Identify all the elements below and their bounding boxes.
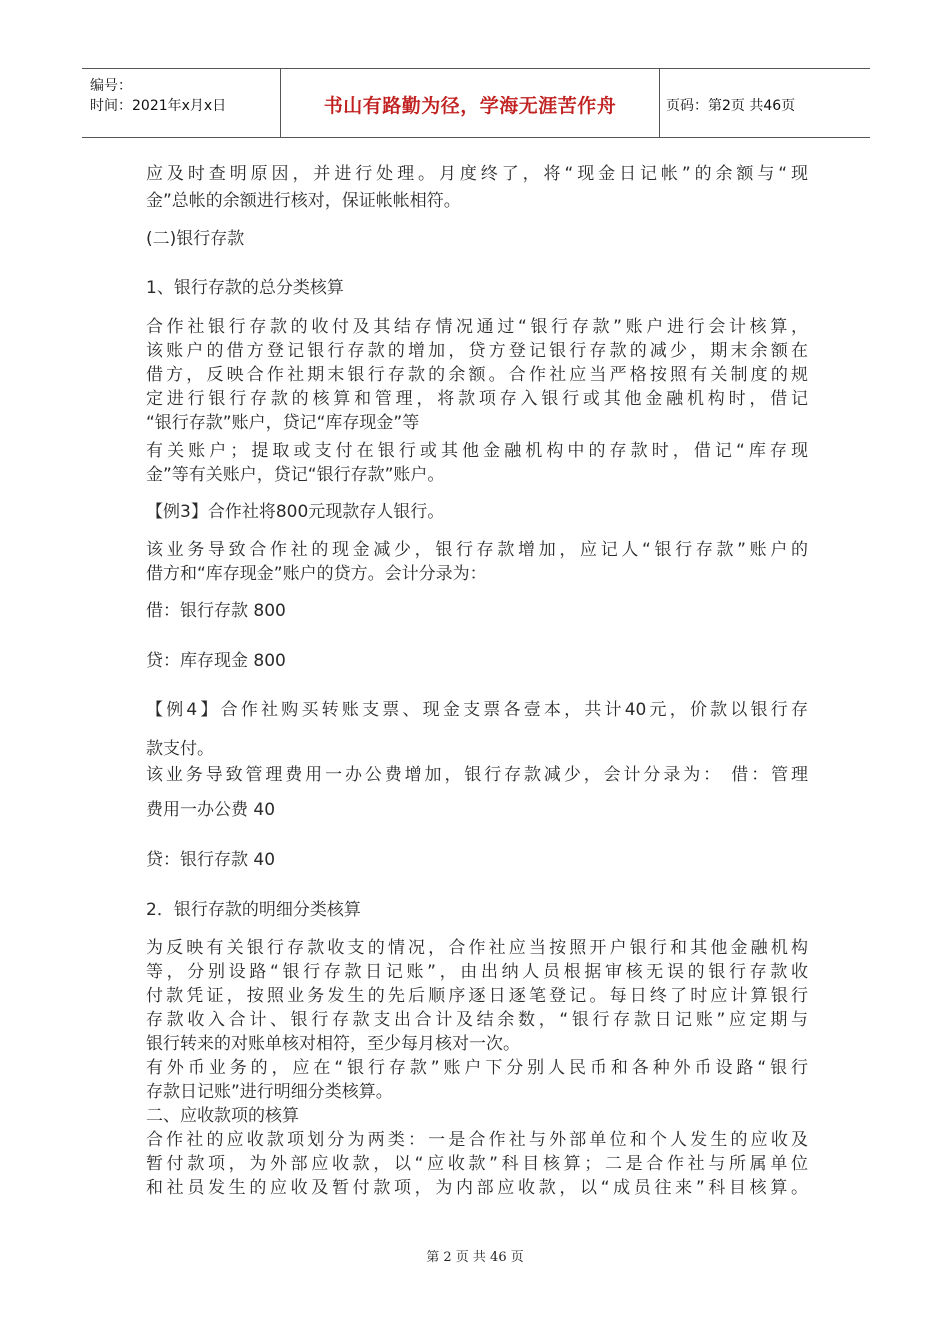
- body-line: 金”总帐的余额进行核对，保证帐帐相符。: [146, 191, 461, 211]
- body-line: 合作社银行存款的收付及其结存情况通过“银行存款”账户进行会计核算，: [146, 317, 808, 337]
- body-line: 存款日记账”进行明细分类核算。: [146, 1082, 393, 1102]
- body-line: 合作社的应收款项划分为两类：一是合作社与外部单位和个人发生的应收及: [146, 1130, 808, 1150]
- body-line: 为反映有关银行存款收支的情况，合作社应当按照开户银行和其他金融机构: [146, 938, 808, 958]
- body-line: 借方和“库存现金”账户的贷方。会计分录为：: [146, 564, 487, 584]
- subsection-heading: 1、银行存款的总分类核算: [146, 278, 344, 298]
- body-line: 等，分别设路“银行存款日记账”，由出纳人员根据审核无误的银行存款收: [146, 962, 808, 982]
- header-table: [82, 68, 870, 138]
- body-line: 付款凭证，按照业务发生的先后顺序逐日逐笔登记。每日终了时应计算银行: [146, 986, 808, 1006]
- body-line: 款支付。: [146, 739, 214, 759]
- body-line: 应及时查明原因，并进行处理。月度终了，将“现金日记帐”的余额与“现: [146, 164, 808, 184]
- code-label: 编号：: [90, 78, 132, 94]
- journal-entry: 贷：银行存款 40: [146, 850, 276, 870]
- body-line: 有关账户；提取或支付在银行或其他金融机构中的存款时，借记“库存现: [146, 441, 808, 461]
- example-line: 【例4】合作社购买转账支票、现金支票各壹本，共计40元，价款以银行存: [146, 700, 808, 720]
- body-line: “银行存款”账户，贷记“库存现金”等: [146, 413, 420, 433]
- body-line: 金”等有关账户，贷记“银行存款”账户。: [146, 465, 445, 485]
- body-line: 和社员发生的应收及暂付款项，为内部应收款，以“成员往来”科目核算。: [146, 1178, 808, 1198]
- journal-entry: 贷：库存现金 800: [146, 651, 286, 671]
- subsection-heading: 2．银行存款的明细分类核算: [146, 900, 361, 920]
- body-line: 该账户的借方登记银行存款的增加，贷方登记银行存款的减少，期末余额在: [146, 341, 808, 361]
- body-line: 该业务导致管理费用一办公费增加，银行存款减少，会计分录为： 借：管理: [146, 765, 808, 785]
- header-page-cell: [660, 69, 870, 137]
- motto: 书山有路勤为径，学海无涯苦作舟: [323, 95, 617, 117]
- page-footer: 第 2 页 共 46 页: [426, 1250, 524, 1265]
- journal-entry: 费用一办公费 40: [146, 800, 276, 820]
- body-line: 该业务导致合作社的现金减少，银行存款增加，应记人“银行存款”账户的: [146, 540, 808, 560]
- header-left-cell: [82, 69, 281, 137]
- section-heading: 二、应收款项的核算: [146, 1106, 299, 1126]
- time-label: 时间：2021年x月x日: [90, 98, 227, 114]
- body-line: 银行转来的对账单核对相符，至少每月核对一次。: [146, 1034, 520, 1054]
- page-label: 页码：第2页 共46页: [666, 98, 796, 114]
- body-line: 暂付款项，为外部应收款，以“应收款”科目核算；二是合作社与所属单位: [146, 1154, 808, 1174]
- body-line: 存款收入合计、银行存款支出合计及结余数，“银行存款日记账”应定期与: [146, 1010, 808, 1030]
- section-heading: (二)银行存款: [146, 229, 245, 249]
- header-motto-cell: [281, 69, 660, 137]
- body-line: 定进行银行存款的核算和管理，将款项存入银行或其他金融机构时，借记: [146, 389, 808, 409]
- journal-entry: 借：银行存款 800: [146, 601, 286, 621]
- body-line: 有外币业务的，应在“银行存款”账户下分别人民币和各种外币设路“银行: [146, 1058, 808, 1078]
- body-line: 借方，反映合作社期末银行存款的余额。合作社应当严格按照有关制度的规: [146, 365, 808, 385]
- example-line: 【例3】合作社将800元现款存人银行。: [146, 502, 445, 522]
